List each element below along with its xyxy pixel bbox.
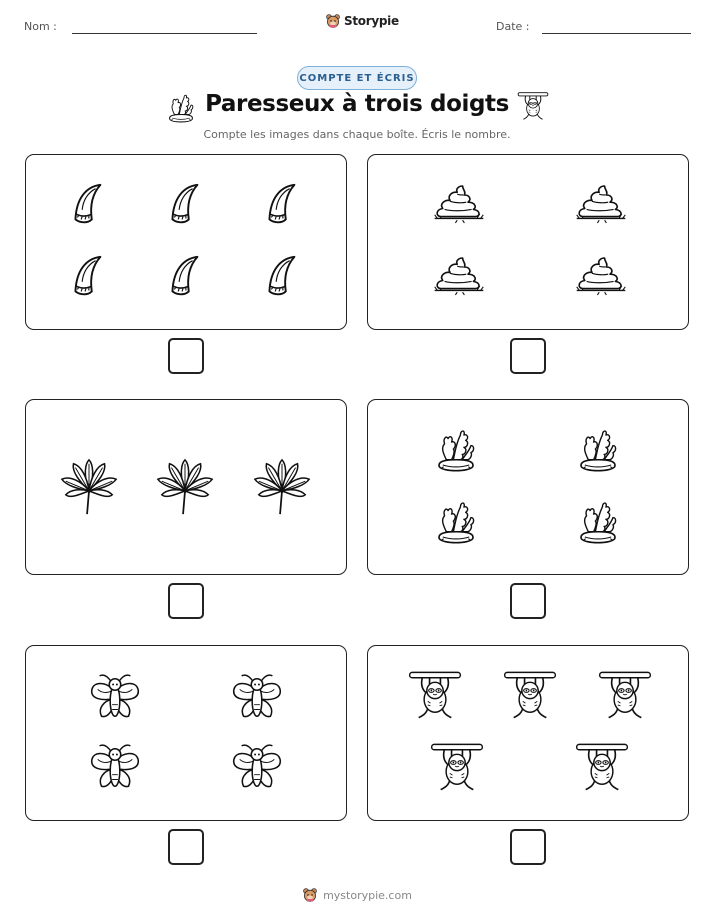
count-box-poop xyxy=(367,154,689,330)
bear-logo-icon xyxy=(302,887,318,903)
moth-icon xyxy=(230,742,284,792)
leaf-icon xyxy=(58,456,120,518)
poop-icon xyxy=(432,183,486,225)
brand-logo xyxy=(325,13,399,29)
sloth-icon xyxy=(406,668,464,722)
sloth-icon xyxy=(501,668,559,722)
page-title: Paresseux à trois doigts xyxy=(205,91,509,117)
answer-box[interactable] xyxy=(168,338,204,374)
claw-icon xyxy=(260,253,300,301)
coral-icon xyxy=(434,498,478,546)
sloth-icon xyxy=(516,90,550,122)
claw-icon xyxy=(163,253,203,301)
poop-icon xyxy=(574,255,628,297)
sloth-icon xyxy=(596,668,654,722)
name-label: Nom : xyxy=(24,20,57,33)
moth-icon xyxy=(88,742,142,792)
claw-icon xyxy=(260,181,300,229)
leaf-icon xyxy=(251,456,313,518)
count-box-coral xyxy=(367,399,689,575)
footer-website[interactable]: mystorypie.com xyxy=(323,888,412,902)
count-box-leaves xyxy=(25,399,347,575)
coral-icon xyxy=(434,426,478,474)
answer-box[interactable] xyxy=(168,829,204,865)
count-box-moths xyxy=(25,645,347,821)
claw-icon xyxy=(163,181,203,229)
count-box-claws xyxy=(25,154,347,330)
poop-icon xyxy=(432,255,486,297)
answer-box[interactable] xyxy=(510,338,546,374)
leaf-icon xyxy=(154,456,216,518)
activity-badge: COMPTE ET ÉCRIS xyxy=(297,66,417,90)
poop-icon xyxy=(574,183,628,225)
name-line[interactable] xyxy=(72,33,257,34)
answer-box[interactable] xyxy=(510,583,546,619)
bear-logo-icon xyxy=(325,13,341,29)
sloth-icon xyxy=(428,740,486,794)
date-label: Date : xyxy=(496,20,530,33)
count-box-sloths xyxy=(367,645,689,821)
moth-icon xyxy=(230,672,284,722)
sloth-icon xyxy=(573,740,631,794)
brand-name: Storypie xyxy=(344,14,399,28)
footer xyxy=(0,887,714,903)
answer-box[interactable] xyxy=(168,583,204,619)
claw-icon xyxy=(66,181,106,229)
coral-icon xyxy=(576,426,620,474)
date-line[interactable] xyxy=(542,33,691,34)
coral-icon xyxy=(576,498,620,546)
answer-box[interactable] xyxy=(510,829,546,865)
instructions: Compte les images dans chaque boîte. Écris le nombre. xyxy=(203,128,511,141)
moth-icon xyxy=(88,672,142,722)
claw-icon xyxy=(66,253,106,301)
